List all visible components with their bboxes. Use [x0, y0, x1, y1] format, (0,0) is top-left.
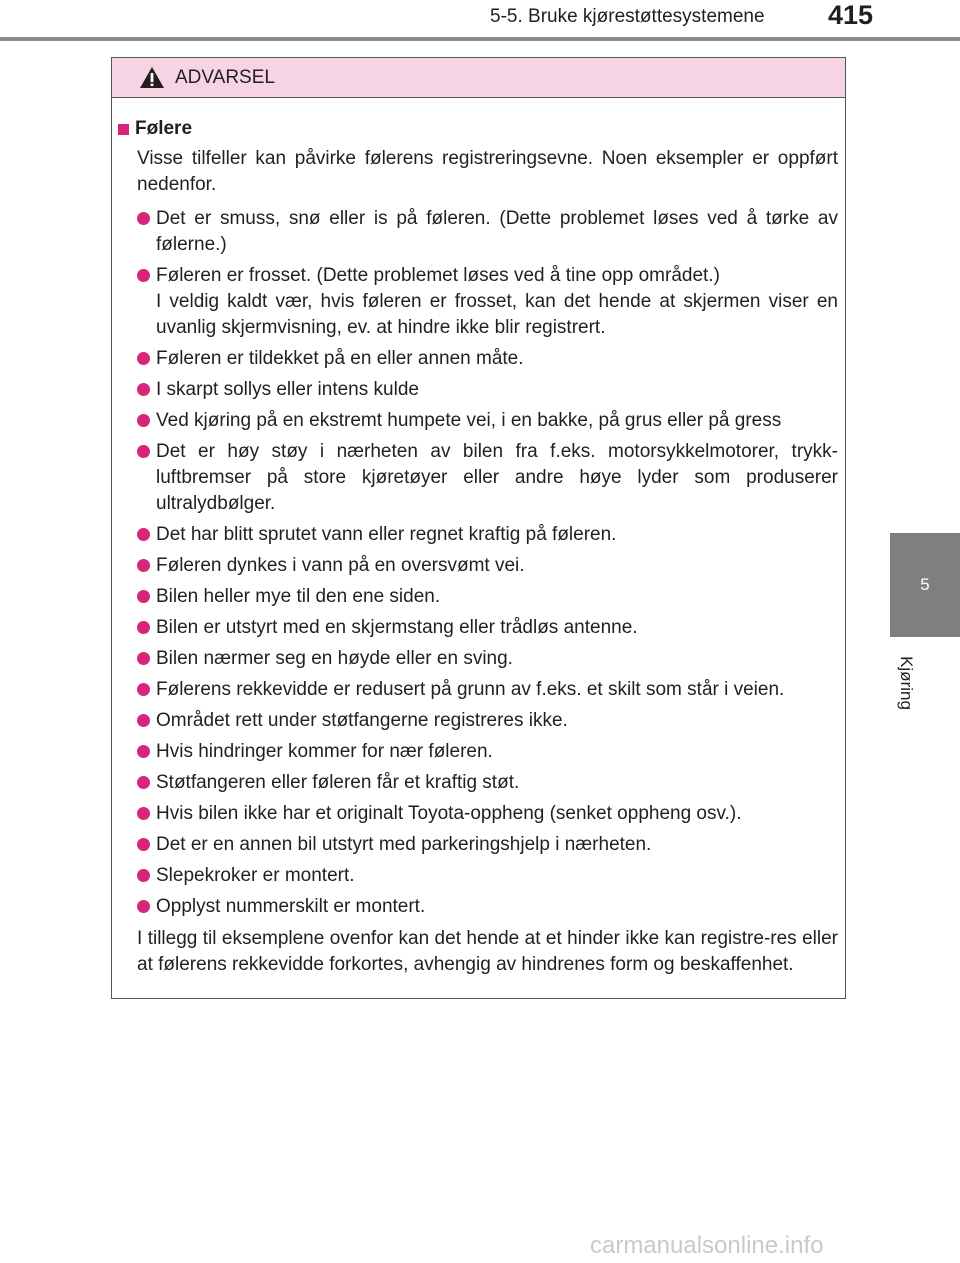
- warning-header: [112, 58, 845, 98]
- circle-bullet-icon: [137, 900, 150, 913]
- list-item-text: Føleren dynkes i vann på en oversvømt vei.: [156, 555, 525, 576]
- list-item: [137, 377, 838, 403]
- chapter-tab: [890, 533, 960, 637]
- list-item-text: Føleren er tildekket på en eller annen måte.: [156, 348, 524, 369]
- circle-bullet-icon: [137, 807, 150, 820]
- list-item: [137, 894, 838, 920]
- list-item: [137, 439, 838, 517]
- circle-bullet-icon: [137, 776, 150, 789]
- circle-bullet-icon: [137, 714, 150, 727]
- list-item: [137, 708, 838, 734]
- closing-paragraph: I tillegg til eksemplene ovenfor kan det hende at et hinder ikke kan registre-res eller at følerens rekkevidde forkortes, avhengig av hindrenes form og beskaffenhet.: [137, 928, 838, 975]
- warning-box: [111, 57, 846, 999]
- list-item-text: Opplyst nummerskilt er montert.: [156, 896, 426, 917]
- bullet-list: [118, 206, 838, 920]
- list-item: [137, 832, 838, 858]
- warning-body: [112, 98, 845, 978]
- circle-bullet-icon: [137, 590, 150, 603]
- list-item: [137, 522, 838, 548]
- circle-bullet-icon: [137, 528, 150, 541]
- square-marker-icon: [118, 124, 129, 135]
- circle-bullet-icon: [137, 652, 150, 665]
- warning-label: ADVARSEL: [175, 66, 275, 88]
- list-item: [137, 863, 838, 889]
- chapter-label: Kjøring: [897, 656, 917, 710]
- section-title: 5-5. Bruke kjørestøttesystemene: [490, 6, 765, 27]
- list-item: [137, 739, 838, 765]
- page-number: 415: [828, 0, 874, 30]
- circle-bullet-icon: [137, 869, 150, 882]
- list-item: [137, 263, 838, 341]
- chapter-label-container: [882, 648, 930, 718]
- circle-bullet-icon: [137, 838, 150, 851]
- list-item-text: Ved kjøring på en ekstremt humpete vei, i en bakke, på grus eller på gress: [156, 410, 782, 431]
- circle-bullet-icon: [137, 269, 150, 282]
- list-item-text: Hvis bilen ikke har et originalt Toyota-oppheng (senket oppheng osv.).: [156, 803, 742, 824]
- circle-bullet-icon: [137, 212, 150, 225]
- circle-bullet-icon: [137, 621, 150, 634]
- list-item-text: I skarpt sollys eller intens kulde: [156, 379, 419, 400]
- list-item: [137, 346, 838, 372]
- circle-bullet-icon: [137, 352, 150, 365]
- list-item-text: Støtfangeren eller føleren får et kraftig støt.: [156, 772, 520, 793]
- circle-bullet-icon: [137, 383, 150, 396]
- list-item-text: Slepekroker er montert.: [156, 865, 355, 886]
- watermark: carmanualsonline.info: [590, 1232, 824, 1259]
- circle-bullet-icon: [137, 745, 150, 758]
- circle-bullet-icon: [137, 683, 150, 696]
- list-item: [137, 408, 838, 434]
- warning-triangle-icon: [139, 66, 165, 89]
- list-item-text: Hvis hindringer kommer for nær føleren.: [156, 741, 493, 762]
- topic-title: Følere: [135, 118, 193, 139]
- list-item-text: Bilen er utstyrt med en skjermstang eller trådløs antenne.: [156, 617, 638, 638]
- list-item: [137, 584, 838, 610]
- list-item-text: Det er en annen bil utstyrt med parkeringshjelp i nærheten.: [156, 834, 652, 855]
- circle-bullet-icon: [137, 559, 150, 572]
- list-item-text: Det har blitt sprutet vann eller regnet kraftig på føleren.: [156, 524, 617, 545]
- header-rule: [0, 37, 960, 41]
- circle-bullet-icon: [137, 414, 150, 427]
- list-item: [137, 801, 838, 827]
- list-item: [137, 646, 838, 672]
- circle-bullet-icon: [137, 445, 150, 458]
- intro-paragraph: Visse tilfeller kan påvirke følerens registreringsevne. Noen eksempler er oppført nedenfor.: [137, 148, 838, 195]
- list-item-text: Bilen nærmer seg en høyde eller en sving.: [156, 648, 513, 669]
- topic-heading: [118, 116, 838, 142]
- list-item-text: Området rett under støtfangerne registreres ikke.: [156, 710, 568, 731]
- list-item-text: Bilen heller mye til den ene siden.: [156, 586, 441, 607]
- list-item-text: Følerens rekkevidde er redusert på grunn av f.eks. et skilt som står i veien.: [156, 679, 785, 700]
- list-item: [137, 770, 838, 796]
- list-item-text: Føleren er frosset. (Dette problemet løses ved å tine opp området.) I veldig kaldt vær, hvis føleren er frosset, kan det hende at skjermen viser en uvanlig skjermvisning, ev. at hindre ikke blir registrert.: [156, 265, 838, 338]
- list-item-text: Det er smuss, snø eller is på føleren. (Dette problemet løses ved å tørke av følerne.): [156, 208, 838, 255]
- list-item-text: Det er høy støy i nærheten av bilen fra f.eks. motorsykkelmotorer, trykk-luftbremser på store kjøretøyer eller andre høye lyder som produserer ultralydbølger.: [156, 441, 838, 514]
- chapter-number: 5: [920, 575, 930, 594]
- list-item: [137, 206, 838, 258]
- list-item: [137, 553, 838, 579]
- list-item: [137, 615, 838, 641]
- list-item: [137, 677, 838, 703]
